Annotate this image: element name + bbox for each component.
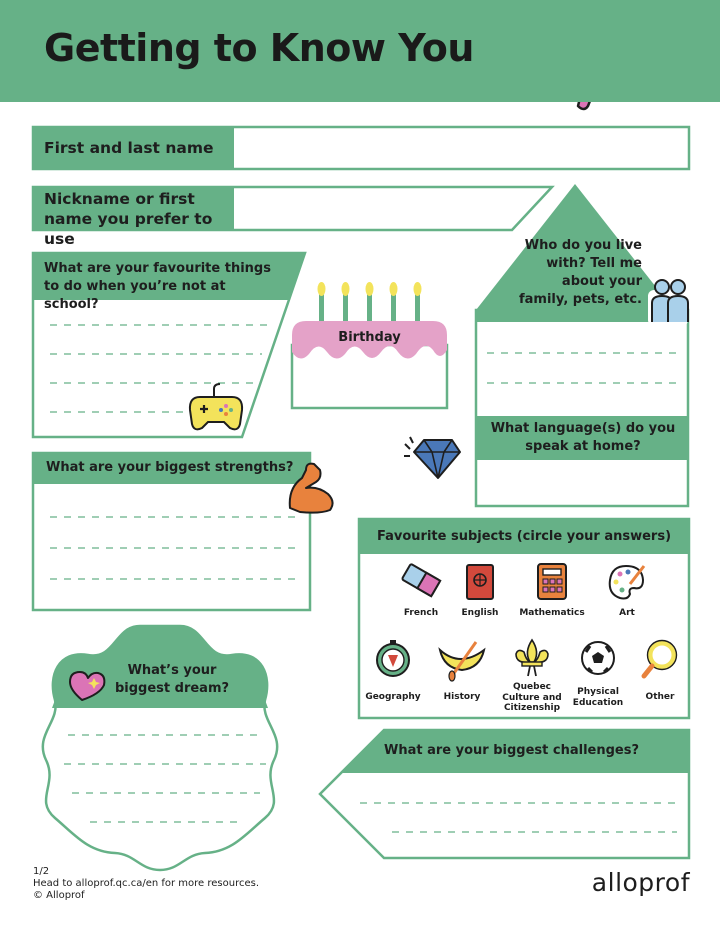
page-title: Getting to Know You xyxy=(44,26,474,70)
dream-input-area[interactable] xyxy=(62,715,262,835)
languages-label: What language(s) do you speak at home? xyxy=(490,421,676,454)
subject-geography[interactable]: Geography xyxy=(365,692,421,702)
subject-mathematics[interactable]: Mathematics xyxy=(519,608,585,618)
birthday-label: Birthday xyxy=(338,330,401,345)
alloprof-logo: alloprof xyxy=(591,868,690,897)
copyright: © Alloprof xyxy=(33,890,85,901)
subject-history[interactable]: History xyxy=(443,692,481,702)
subject-french[interactable]: French xyxy=(403,608,439,618)
footer xyxy=(33,866,259,902)
challenges-label: What are your biggest challenges? xyxy=(384,743,640,758)
subject-other[interactable]: Other xyxy=(645,692,675,702)
nickname-label: Nickname or first name you prefer to use xyxy=(44,190,213,248)
live-with-input-area[interactable] xyxy=(478,330,686,414)
subjects-title: Favourite subjects (circle your answers) xyxy=(376,529,672,544)
diamond-icon xyxy=(404,437,460,478)
birthday-input-area[interactable] xyxy=(294,360,445,406)
strengths-input-area[interactable] xyxy=(36,488,306,606)
name-label: First and last name xyxy=(44,139,214,157)
favourite-things-input-area[interactable] xyxy=(40,305,250,430)
languages-input-area[interactable] xyxy=(478,462,686,504)
live-with-label: Who do you live with? Tell me about your family, pets, etc. xyxy=(518,238,642,307)
subject-art[interactable]: Art xyxy=(619,608,635,618)
nickname-input-area[interactable] xyxy=(236,189,526,228)
strengths-label: What are your biggest strengths? xyxy=(46,460,294,475)
name-input-area[interactable] xyxy=(236,129,686,167)
passport-icon xyxy=(467,565,493,599)
page-number: 1/2 xyxy=(33,866,50,877)
subject-quebec-culture[interactable]: Quebec Culture and Citizenship xyxy=(502,682,562,713)
dream-label: What’s your biggest dream? xyxy=(114,663,230,696)
soccer-ball-icon xyxy=(582,642,614,674)
favourite-things-label: What are your favourite things to do when you’re not at school? xyxy=(44,261,271,312)
challenges-input-area[interactable] xyxy=(350,780,685,854)
subject-physical-education[interactable]: Physical Education xyxy=(572,687,624,708)
resources-link[interactable]: Head to alloprof.qc.ca/en for more resources. xyxy=(33,878,260,889)
calculator-icon xyxy=(538,564,566,599)
subject-english[interactable]: English xyxy=(461,608,499,618)
